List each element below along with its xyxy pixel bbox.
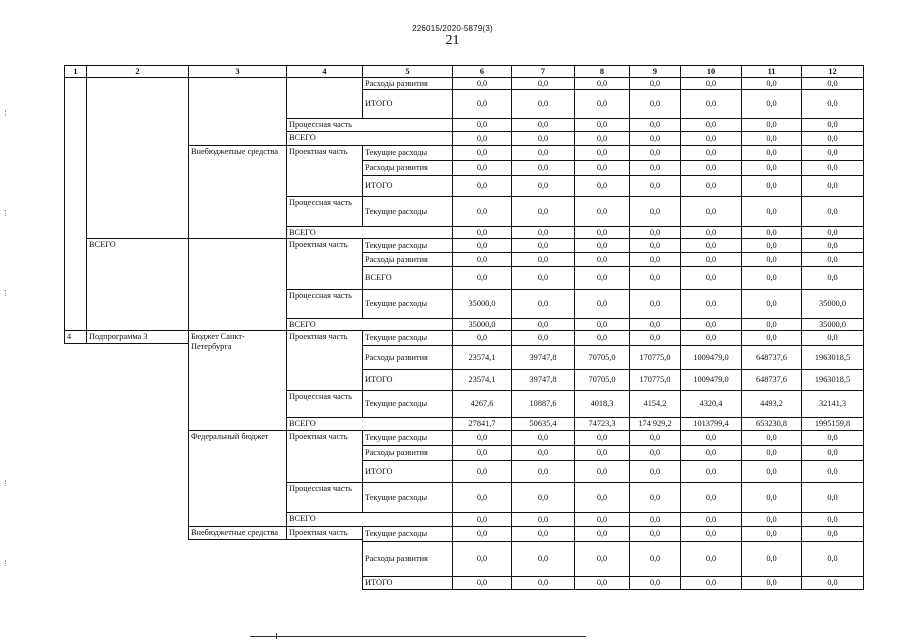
value-cell-row-16-col-6: 23574,1	[452, 369, 512, 391]
value-cell-row-20-col-8: 0,0	[574, 445, 630, 461]
value-cell-row-13-col-11: 0,0	[741, 318, 802, 331]
value-cell-row-18-col-11: 653230,8	[741, 417, 802, 431]
value-cell-row-5-col-7: 0,0	[511, 160, 575, 176]
cell-c4-row-17: Процессная часть	[286, 390, 363, 418]
value-cell-row-26-col-7: 0,0	[511, 576, 575, 590]
cell-c5-row-26: ИТОГО	[362, 576, 453, 590]
value-cell-row-7-col-10: 0,0	[680, 196, 742, 227]
cell-c4-row-9: Проектная часть	[286, 238, 363, 290]
value-cell-row-13-col-8: 0,0	[574, 318, 630, 331]
cell-c5-row-6: ИТОГО	[362, 175, 453, 197]
value-cell-row-15-col-10: 1009479,0	[680, 345, 742, 370]
value-cell-row-13-col-9: 0,0	[629, 318, 681, 331]
cell-c5-row-10: Расходы развития	[362, 252, 453, 267]
cell-c5-row-4: Текущие расходы	[362, 145, 453, 161]
cell-c4-row-8: ВСЕГО	[286, 226, 453, 239]
value-cell-row-2-col-7: 0,0	[511, 118, 575, 132]
value-cell-row-15-col-8: 70705,0	[574, 345, 630, 370]
value-cell-row-17-col-12: 32141,3	[801, 390, 864, 418]
value-cell-row-3-col-9: 0,0	[629, 131, 681, 146]
value-cell-row-0-col-8: 0,0	[574, 77, 630, 90]
value-cell-row-7-col-12: 0,0	[801, 196, 864, 227]
value-cell-row-10-col-10: 0,0	[680, 252, 742, 267]
value-cell-row-14-col-6: 0,0	[452, 330, 512, 346]
value-cell-row-13-col-7: 0,0	[511, 318, 575, 331]
value-cell-row-0-col-10: 0,0	[680, 77, 742, 90]
value-cell-row-13-col-12: 35000,0	[801, 318, 864, 331]
value-cell-row-8-col-7: 0,0	[511, 226, 575, 239]
value-cell-row-14-col-9: 0,0	[629, 330, 681, 346]
value-cell-row-19-col-7: 0,0	[511, 430, 575, 446]
value-cell-row-17-col-7: 10887,6	[511, 390, 575, 418]
value-cell-row-2-col-6: 0,0	[452, 118, 512, 132]
value-cell-row-6-col-12: 0,0	[801, 175, 864, 197]
scan-margin-mark	[5, 560, 6, 566]
column-header-9: 9	[629, 65, 681, 78]
value-cell-row-19-col-10: 0,0	[680, 430, 742, 446]
value-cell-row-8-col-10: 0,0	[680, 226, 742, 239]
value-cell-row-24-col-10: 0,0	[680, 526, 742, 542]
value-cell-row-18-col-10: 1013799,4	[680, 417, 742, 431]
value-cell-row-25-col-11: 0,0	[741, 541, 802, 577]
value-cell-row-9-col-9: 0,0	[629, 238, 681, 253]
value-cell-row-16-col-8: 70705,0	[574, 369, 630, 391]
value-cell-row-26-col-9: 0,0	[629, 576, 681, 590]
value-cell-row-3-col-10: 0,0	[680, 131, 742, 146]
value-cell-row-3-col-6: 0,0	[452, 131, 512, 146]
value-cell-row-1-col-9: 0,0	[629, 89, 681, 119]
value-cell-row-1-col-8: 0,0	[574, 89, 630, 119]
cell-c5-row-1: ИТОГО	[362, 89, 453, 119]
scan-margin-mark	[5, 110, 6, 116]
cell-c3-row-19: Федеральный бюджет	[188, 430, 287, 527]
cell-c4-row-18: ВСЕГО	[286, 417, 453, 431]
cell-c4-row-4: Проектная часть	[286, 145, 363, 197]
cell-c5-row-12: Текущие расходы	[362, 289, 453, 319]
value-cell-row-9-col-10: 0,0	[680, 238, 742, 253]
cell-c5-row-17: Текущие расходы	[362, 390, 453, 418]
value-cell-row-21-col-9: 0,0	[629, 460, 681, 483]
scan-margin-mark	[5, 480, 6, 486]
value-cell-row-8-col-6: 0,0	[452, 226, 512, 239]
value-cell-row-17-col-6: 4267,6	[452, 390, 512, 418]
value-cell-row-25-col-10: 0,0	[680, 541, 742, 577]
value-cell-row-8-col-11: 0,0	[741, 226, 802, 239]
value-cell-row-16-col-10: 1009479,0	[680, 369, 742, 391]
value-cell-row-21-col-6: 0,0	[452, 460, 512, 483]
cell-c5-row-14: Текущие расходы	[362, 330, 453, 346]
cell-c5-row-15: Расходы развития	[362, 345, 453, 370]
value-cell-row-20-col-7: 0,0	[511, 445, 575, 461]
value-cell-row-3-col-8: 0,0	[574, 131, 630, 146]
value-cell-row-15-col-12: 1963018,5	[801, 345, 864, 370]
value-cell-row-22-col-10: 0,0	[680, 482, 742, 513]
footer-rule-tick	[276, 633, 277, 639]
value-cell-row-12-col-9: 0,0	[629, 289, 681, 319]
cell-c2-row-0	[86, 77, 189, 239]
value-cell-row-5-col-11: 0,0	[741, 160, 802, 176]
cell-c5-row-16: ИТОГО	[362, 369, 453, 391]
value-cell-row-5-col-9: 0,0	[629, 160, 681, 176]
value-cell-row-24-col-11: 0,0	[741, 526, 802, 542]
cell-c1-row-14: 4	[64, 330, 87, 344]
scan-margin-mark	[5, 210, 6, 216]
cell-c4-row-23: ВСЕГО	[286, 512, 453, 527]
cell-c4-row-13: ВСЕГО	[286, 318, 453, 331]
value-cell-row-9-col-7: 0,0	[511, 238, 575, 253]
value-cell-row-14-col-12: 0,0	[801, 330, 864, 346]
value-cell-row-4-col-8: 0,0	[574, 145, 630, 161]
value-cell-row-13-col-10: 0,0	[680, 318, 742, 331]
value-cell-row-3-col-12: 0,0	[801, 131, 864, 146]
value-cell-row-21-col-7: 0,0	[511, 460, 575, 483]
value-cell-row-23-col-11: 0,0	[741, 512, 802, 527]
value-cell-row-12-col-11: 0,0	[741, 289, 802, 319]
value-cell-row-0-col-6: 0,0	[452, 77, 512, 90]
value-cell-row-16-col-7: 39747,8	[511, 369, 575, 391]
cell-c3-row-14: Бюджет Санкт-Петербурга	[188, 330, 287, 431]
value-cell-row-12-col-6: 35000,0	[452, 289, 512, 319]
value-cell-row-24-col-9: 0,0	[629, 526, 681, 542]
cell-c5-row-0: Расходы развития	[362, 77, 453, 90]
value-cell-row-18-col-7: 50635,4	[511, 417, 575, 431]
column-header-11: 11	[741, 65, 802, 78]
value-cell-row-21-col-10: 0,0	[680, 460, 742, 483]
cell-c2-row-14: Подпрограмма 3	[86, 330, 189, 344]
value-cell-row-11-col-11: 0,0	[741, 266, 802, 290]
value-cell-row-0-col-12: 0,0	[801, 77, 864, 90]
value-cell-row-10-col-12: 0,0	[801, 252, 864, 267]
value-cell-row-7-col-8: 0,0	[574, 196, 630, 227]
value-cell-row-11-col-12: 0,0	[801, 266, 864, 290]
value-cell-row-2-col-10: 0,0	[680, 118, 742, 132]
value-cell-row-17-col-9: 4154,2	[629, 390, 681, 418]
cell-c5-row-5: Расходы развития	[362, 160, 453, 176]
value-cell-row-8-col-8: 0,0	[574, 226, 630, 239]
value-cell-row-21-col-12: 0,0	[801, 460, 864, 483]
value-cell-row-2-col-9: 0,0	[629, 118, 681, 132]
value-cell-row-23-col-6: 0,0	[452, 512, 512, 527]
value-cell-row-22-col-9: 0,0	[629, 482, 681, 513]
value-cell-row-15-col-11: 648737,6	[741, 345, 802, 370]
cell-c4-row-12: Процессная часть	[286, 289, 363, 319]
value-cell-row-0-col-11: 0,0	[741, 77, 802, 90]
cell-c5-row-24: Текущие расходы	[362, 526, 453, 542]
value-cell-row-23-col-10: 0,0	[680, 512, 742, 527]
value-cell-row-18-col-12: 1995159,8	[801, 417, 864, 431]
value-cell-row-5-col-12: 0,0	[801, 160, 864, 176]
value-cell-row-6-col-9: 0,0	[629, 175, 681, 197]
value-cell-row-6-col-10: 0,0	[680, 175, 742, 197]
value-cell-row-17-col-11: 4493,2	[741, 390, 802, 418]
value-cell-row-25-col-7: 0,0	[511, 541, 575, 577]
value-cell-row-9-col-11: 0,0	[741, 238, 802, 253]
value-cell-row-26-col-10: 0,0	[680, 576, 742, 590]
value-cell-row-19-col-11: 0,0	[741, 430, 802, 446]
value-cell-row-23-col-7: 0,0	[511, 512, 575, 527]
value-cell-row-23-col-8: 0,0	[574, 512, 630, 527]
value-cell-row-9-col-6: 0,0	[452, 238, 512, 253]
cell-c5-row-19: Текущие расходы	[362, 430, 453, 446]
value-cell-row-11-col-9: 0,0	[629, 266, 681, 290]
cell-c4-row-3: ВСЕГО	[286, 131, 453, 146]
value-cell-row-8-col-12: 0,0	[801, 226, 864, 239]
value-cell-row-3-col-11: 0,0	[741, 131, 802, 146]
value-cell-row-11-col-6: 0,0	[452, 266, 512, 290]
value-cell-row-9-col-12: 0,0	[801, 238, 864, 253]
cell-c5-row-20: Расходы развития	[362, 445, 453, 461]
value-cell-row-10-col-7: 0,0	[511, 252, 575, 267]
column-header-10: 10	[680, 65, 742, 78]
value-cell-row-26-col-6: 0,0	[452, 576, 512, 590]
value-cell-row-0-col-9: 0,0	[629, 77, 681, 90]
value-cell-row-4-col-11: 0,0	[741, 145, 802, 161]
scan-margin-mark	[5, 290, 6, 296]
value-cell-row-4-col-7: 0,0	[511, 145, 575, 161]
value-cell-row-20-col-12: 0,0	[801, 445, 864, 461]
value-cell-row-4-col-9: 0,0	[629, 145, 681, 161]
value-cell-row-10-col-9: 0,0	[629, 252, 681, 267]
value-cell-row-7-col-7: 0,0	[511, 196, 575, 227]
value-cell-row-21-col-11: 0,0	[741, 460, 802, 483]
value-cell-row-19-col-9: 0,0	[629, 430, 681, 446]
value-cell-row-24-col-7: 0,0	[511, 526, 575, 542]
value-cell-row-6-col-8: 0,0	[574, 175, 630, 197]
value-cell-row-10-col-6: 0,0	[452, 252, 512, 267]
column-header-1: 1	[64, 65, 87, 78]
value-cell-row-21-col-8: 0,0	[574, 460, 630, 483]
value-cell-row-25-col-12: 0,0	[801, 541, 864, 577]
cell-c4-row-19: Проектная часть	[286, 430, 363, 483]
value-cell-row-4-col-10: 0,0	[680, 145, 742, 161]
value-cell-row-25-col-6: 0,0	[452, 541, 512, 577]
value-cell-row-5-col-6: 0,0	[452, 160, 512, 176]
value-cell-row-15-col-6: 23574,1	[452, 345, 512, 370]
cell-c5-row-21: ИТОГО	[362, 460, 453, 483]
value-cell-row-18-col-6: 27841,7	[452, 417, 512, 431]
value-cell-row-7-col-9: 0,0	[629, 196, 681, 227]
column-header-7: 7	[511, 65, 575, 78]
value-cell-row-16-col-11: 648737,6	[741, 369, 802, 391]
value-cell-row-23-col-9: 0,0	[629, 512, 681, 527]
value-cell-row-12-col-10: 0,0	[680, 289, 742, 319]
value-cell-row-15-col-7: 39747,8	[511, 345, 575, 370]
cell-c1-row-0	[64, 77, 87, 331]
value-cell-row-2-col-11: 0,0	[741, 118, 802, 132]
cell-c3-row-24: Внебюджетные средства	[188, 526, 287, 540]
value-cell-row-4-col-6: 0,0	[452, 145, 512, 161]
value-cell-row-1-col-11: 0,0	[741, 89, 802, 119]
value-cell-row-19-col-12: 0,0	[801, 430, 864, 446]
value-cell-row-24-col-8: 0,0	[574, 526, 630, 542]
cell-c4-row-2: Процессная часть	[286, 118, 453, 132]
value-cell-row-7-col-6: 0,0	[452, 196, 512, 227]
value-cell-row-4-col-12: 0,0	[801, 145, 864, 161]
value-cell-row-14-col-8: 0,0	[574, 330, 630, 346]
value-cell-row-15-col-9: 170775,0	[629, 345, 681, 370]
value-cell-row-10-col-8: 0,0	[574, 252, 630, 267]
value-cell-row-0-col-7: 0,0	[511, 77, 575, 90]
value-cell-row-2-col-8: 0,0	[574, 118, 630, 132]
value-cell-row-11-col-8: 0,0	[574, 266, 630, 290]
value-cell-row-1-col-10: 0,0	[680, 89, 742, 119]
value-cell-row-26-col-8: 0,0	[574, 576, 630, 590]
value-cell-row-5-col-8: 0,0	[574, 160, 630, 176]
cell-c5-row-7: Текущие расходы	[362, 196, 453, 227]
value-cell-row-14-col-11: 0,0	[741, 330, 802, 346]
cell-c3-row-0	[188, 77, 287, 146]
column-header-8: 8	[574, 65, 630, 78]
column-header-5: 5	[362, 65, 453, 78]
value-cell-row-16-col-9: 170775,0	[629, 369, 681, 391]
value-cell-row-22-col-7: 0,0	[511, 482, 575, 513]
value-cell-row-7-col-11: 0,0	[741, 196, 802, 227]
value-cell-row-3-col-7: 0,0	[511, 131, 575, 146]
column-header-12: 12	[801, 65, 864, 78]
value-cell-row-10-col-11: 0,0	[741, 252, 802, 267]
value-cell-row-12-col-12: 35000,0	[801, 289, 864, 319]
value-cell-row-20-col-10: 0,0	[680, 445, 742, 461]
value-cell-row-6-col-6: 0,0	[452, 175, 512, 197]
value-cell-row-19-col-8: 0,0	[574, 430, 630, 446]
value-cell-row-1-col-6: 0,0	[452, 89, 512, 119]
value-cell-row-26-col-11: 0,0	[741, 576, 802, 590]
cell-c4-row-14: Проектная часть	[286, 330, 363, 391]
value-cell-row-20-col-9: 0,0	[629, 445, 681, 461]
value-cell-row-26-col-12: 0,0	[801, 576, 864, 590]
document-registration-code: 226015/2020-5879(3)	[412, 24, 493, 33]
value-cell-row-24-col-6: 0,0	[452, 526, 512, 542]
cell-c5-row-25: Расходы развития	[362, 541, 453, 577]
value-cell-row-17-col-10: 4320,4	[680, 390, 742, 418]
value-cell-row-22-col-12: 0,0	[801, 482, 864, 513]
value-cell-row-13-col-6: 35000,0	[452, 318, 512, 331]
value-cell-row-1-col-12: 0,0	[801, 89, 864, 119]
column-header-4: 4	[286, 65, 363, 78]
value-cell-row-5-col-10: 0,0	[680, 160, 742, 176]
cell-c4-row-24: Проектная часть	[286, 526, 363, 540]
cell-c4-row-22: Процессная часть	[286, 482, 363, 513]
value-cell-row-2-col-12: 0,0	[801, 118, 864, 132]
cell-c5-row-11: ВСЕГО	[362, 266, 453, 290]
value-cell-row-22-col-6: 0,0	[452, 482, 512, 513]
value-cell-row-12-col-8: 0,0	[574, 289, 630, 319]
value-cell-row-1-col-7: 0,0	[511, 89, 575, 119]
column-header-2: 2	[86, 65, 189, 78]
value-cell-row-16-col-12: 1963018,5	[801, 369, 864, 391]
cell-c5-row-22: Текущие расходы	[362, 482, 453, 513]
cell-c2-row-9: ВСЕГО	[86, 238, 189, 331]
value-cell-row-18-col-9: 174 929,2	[629, 417, 681, 431]
cell-c3-row-4: Внебюджетные средства	[188, 145, 287, 239]
value-cell-row-17-col-8: 4018,3	[574, 390, 630, 418]
column-header-3: 3	[188, 65, 287, 78]
value-cell-row-22-col-8: 0,0	[574, 482, 630, 513]
footer-rule	[250, 636, 586, 637]
page-number: 21	[445, 33, 460, 48]
value-cell-row-6-col-11: 0,0	[741, 175, 802, 197]
value-cell-row-8-col-9: 0,0	[629, 226, 681, 239]
cell-c5-row-9: Текущие расходы	[362, 238, 453, 253]
value-cell-row-20-col-11: 0,0	[741, 445, 802, 461]
cell-c4-row-0	[286, 77, 363, 119]
value-cell-row-6-col-7: 0,0	[511, 175, 575, 197]
cell-c4-row-7: Процессная часть	[286, 196, 363, 227]
cell-c3-row-9	[188, 238, 287, 331]
value-cell-row-18-col-8: 74723,3	[574, 417, 630, 431]
value-cell-row-23-col-12: 0,0	[801, 512, 864, 527]
value-cell-row-25-col-8: 0,0	[574, 541, 630, 577]
value-cell-row-9-col-8: 0,0	[574, 238, 630, 253]
value-cell-row-19-col-6: 0,0	[452, 430, 512, 446]
value-cell-row-14-col-7: 0,0	[511, 330, 575, 346]
value-cell-row-22-col-11: 0,0	[741, 482, 802, 513]
value-cell-row-25-col-9: 0,0	[629, 541, 681, 577]
value-cell-row-11-col-7: 0,0	[511, 266, 575, 290]
value-cell-row-11-col-10: 0,0	[680, 266, 742, 290]
value-cell-row-14-col-10: 0,0	[680, 330, 742, 346]
value-cell-row-12-col-7: 0,0	[511, 289, 575, 319]
value-cell-row-24-col-12: 0,0	[801, 526, 864, 542]
column-header-6: 6	[452, 65, 512, 78]
value-cell-row-20-col-6: 0,0	[452, 445, 512, 461]
